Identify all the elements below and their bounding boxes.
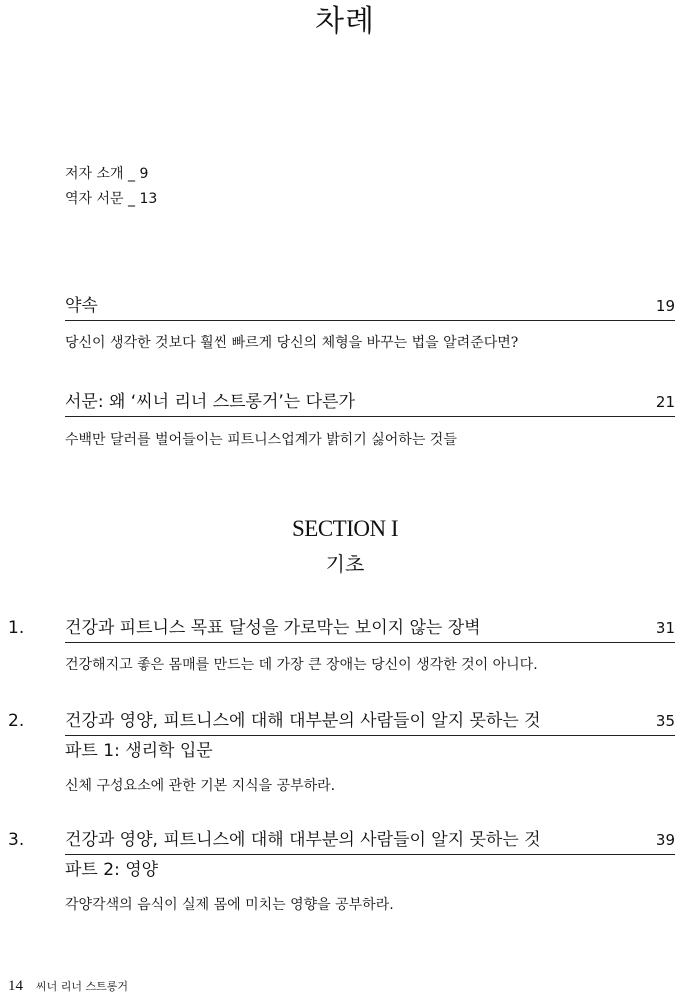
- page-title: 차례: [315, 4, 375, 39]
- entry-subtitle: 당신이 생각한 것보다 훨씬 빠르게 당신의 체형을 바꾸는 법을 알려준다면?: [65, 335, 519, 351]
- entry-divider: [65, 416, 675, 417]
- entry-title[interactable]: 서문: 왜 ‘씨너 리너 스트롱거’는 다른가: [65, 392, 355, 412]
- chapter-subtitle: 신체 구성요소에 관한 기본 지식을 공부하라.: [65, 778, 336, 794]
- front-matter-author-intro[interactable]: 저자 소개 _ 9: [65, 166, 149, 182]
- chapter-number: 2.: [8, 711, 25, 731]
- chapter-divider: [65, 735, 675, 736]
- entry-page-number: 19: [655, 297, 675, 315]
- chapter-title[interactable]: 건강과 영양, 피트니스에 대해 대부분의 사람들이 알지 못하는 것: [65, 711, 541, 731]
- chapter-page-number: 39: [655, 831, 675, 849]
- front-matter-translator-preface[interactable]: 역자 서문 _ 13: [65, 191, 158, 207]
- chapter-part-title: 파트 1: 생리학 입문: [65, 741, 213, 761]
- footer-page-number: 14: [8, 978, 23, 994]
- chapter-subtitle: 건강해지고 좋은 몸매를 만드는 데 가장 큰 장애는 당신이 생각한 것이 아니다.: [65, 657, 538, 673]
- chapter-title[interactable]: 건강과 영양, 피트니스에 대해 대부분의 사람들이 알지 못하는 것: [65, 830, 541, 850]
- entry-page-number: 21: [655, 393, 675, 411]
- footer-book-title: 씨너 리너 스트롱거: [36, 980, 129, 993]
- chapter-page-number: 35: [655, 712, 675, 730]
- chapter-page-number: 31: [655, 619, 675, 637]
- chapter-part-title: 파트 2: 영양: [65, 860, 159, 880]
- chapter-number: 3.: [8, 830, 25, 850]
- entry-title[interactable]: 약속: [65, 296, 98, 316]
- section-label: SECTION I: [291, 516, 399, 541]
- section-subtitle: 기초: [325, 552, 365, 576]
- chapter-number: 1.: [8, 618, 25, 638]
- entry-divider: [65, 320, 675, 321]
- chapter-divider: [65, 642, 675, 643]
- chapter-divider: [65, 854, 675, 855]
- chapter-subtitle: 각양각색의 음식이 실제 몸에 미치는 영향을 공부하라.: [65, 897, 394, 913]
- entry-subtitle: 수백만 달러를 벌어들이는 피트니스업계가 밝히기 싫어하는 것들: [65, 432, 457, 448]
- chapter-title[interactable]: 건강과 피트니스 목표 달성을 가로막는 보이지 않는 장벽: [65, 618, 481, 638]
